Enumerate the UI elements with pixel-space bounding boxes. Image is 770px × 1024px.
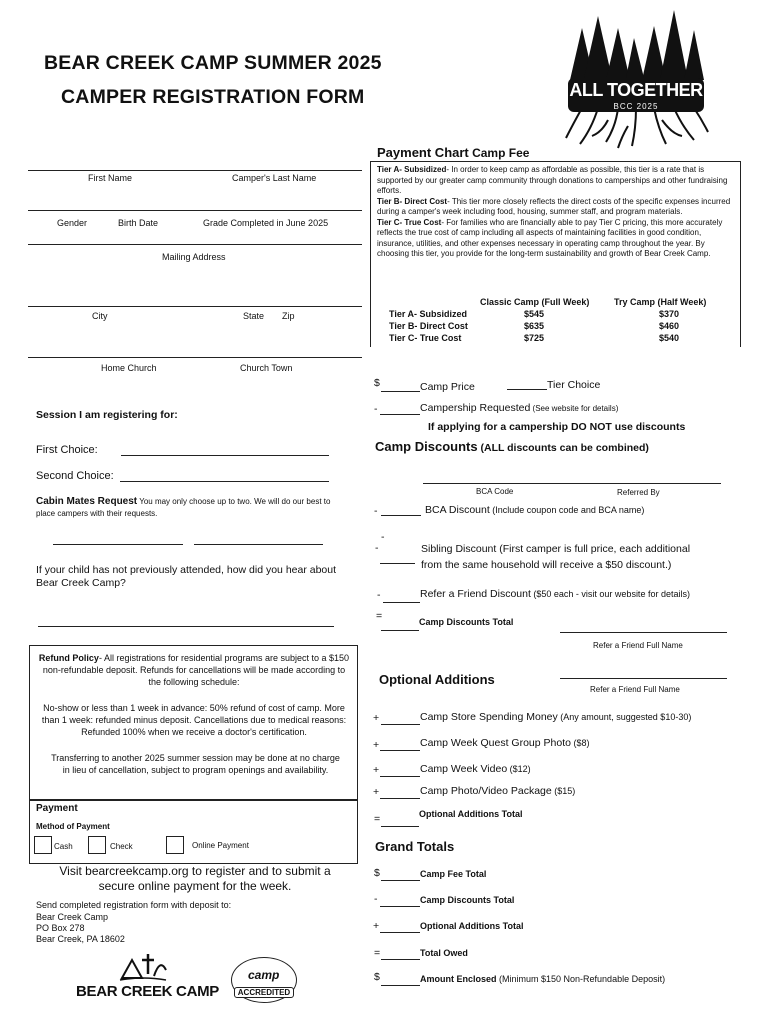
tier-descriptions [377, 165, 737, 260]
all-together-logo [562, 8, 710, 152]
camp-price-input[interactable] [381, 391, 420, 392]
birth-date-label: Birth Date [118, 218, 159, 228]
accredited-banner: ACCREDITED [234, 987, 294, 998]
second-choice-label: Second Choice: [36, 470, 114, 482]
gender-label: Gender [57, 218, 88, 228]
g-owed-symbol: = [374, 947, 381, 959]
tier-b-description: Tier B- Direct Cost- This tier more closely reflects the direct costs of the specific expenses incurred during a camper's week including food, housing, summer staff, and program materials. [377, 196, 731, 216]
discounts-total-symbol: = [376, 610, 383, 622]
sibling-minus-top: - [381, 531, 385, 543]
first-name-line[interactable] [28, 170, 362, 171]
bca-discount-symbol: - [374, 505, 378, 517]
try-camp-header: Try Camp (Half Week) [614, 297, 707, 307]
campership-symbol: - [374, 403, 378, 415]
g-fee-symbol: $ [374, 867, 380, 879]
mailing-address-label: Mailing Address [162, 252, 226, 262]
g-fee-input[interactable] [381, 880, 420, 881]
online-payment-checkbox[interactable] [166, 836, 184, 854]
optional-additions-heading: Optional Additions [379, 672, 495, 687]
sibling-discount-symbol: - [375, 542, 379, 554]
page-title-line2: CAMPER REGISTRATION FORM [61, 86, 365, 108]
first-choice-input[interactable] [121, 455, 329, 456]
tier-choice-label: Tier Choice [547, 379, 601, 391]
store-symbol: + [373, 712, 380, 724]
cabin-mates-title: Cabin Mates Request [36, 496, 138, 507]
discounts-total-input[interactable] [381, 630, 419, 631]
logo-subtext: BCC 2025 [613, 102, 659, 111]
mailing-address-line[interactable] [28, 244, 362, 245]
bca-code-referred-line[interactable] [423, 483, 721, 484]
footer-brand: BEAR CREEK CAMP [76, 983, 220, 1000]
hear-about-input[interactable] [38, 626, 334, 627]
optional-total-label: Optional Additions Total [419, 809, 523, 819]
price-row-c-classic: $725 [524, 333, 545, 343]
g-opt-label: Optional Additions Total [420, 921, 524, 931]
first-name-label: First Name [88, 173, 133, 183]
payment-chart-heading: Payment Chart Camp Fee [377, 145, 530, 160]
g-opt-symbol: + [373, 920, 380, 932]
optional-total-input[interactable] [381, 826, 419, 827]
g-opt-input[interactable] [380, 932, 420, 933]
g-fee-label: Camp Fee Total [420, 869, 487, 879]
mailing-address-2: PO Box 278 [36, 923, 85, 933]
g-enclosed-text: Amount Enclosed (Minimum $150 Non-Refundable Deposit) [420, 974, 666, 984]
campership-text: Campership Requested (See website for details) [420, 402, 619, 414]
online-payment-label: Online Payment [192, 841, 249, 850]
camp-discounts-heading: Camp Discounts (ALL discounts can be combined) [375, 439, 649, 454]
last-name-label: Camper's Last Name [232, 173, 317, 183]
bca-discount-text: BCA Discount (Include coupon code and BCA name) [425, 504, 645, 516]
tier-c-description: Tier C- True Cost- For families who are financially able to pay Tier C pricing, this more accurately reflects the true cost of camp including all aspects of maintaining facilities in good condition, insurance, utilities, and other expenses necessary in operating camp throughout the year. By choosing this tier, you provide for the long-term sustainability and growth of Bear Creek Camp. [377, 217, 723, 258]
zip-label: Zip [282, 311, 295, 321]
classic-camp-header: Classic Camp (Full Week) [480, 297, 590, 307]
cash-checkbox[interactable] [34, 836, 52, 854]
optional-total-symbol: = [374, 813, 381, 825]
price-row-b-try: $460 [659, 321, 680, 331]
aca-accredited-seal [231, 957, 297, 1003]
video-input[interactable] [380, 776, 420, 777]
g-disc-label: Camp Discounts Total [420, 895, 515, 905]
check-label: Check [110, 842, 133, 851]
photo-input[interactable] [380, 750, 420, 751]
package-text: Camp Photo/Video Package ($15) [420, 785, 576, 797]
refund-policy-p2: No-show or less than 1 week in advance: 50% refund of cost of camp. More than 1 week: refunded minus deposit. Cancellations due to medical reasons: Refunded 100% when we receive a doctor's certification. [41, 703, 347, 737]
price-row-a-classic: $545 [524, 309, 545, 319]
camp-price-label: Camp Price [420, 381, 475, 393]
city-line[interactable] [28, 306, 362, 307]
price-row-c-tier: Tier C- True Cost [389, 333, 462, 343]
photo-symbol: + [373, 739, 380, 751]
tier-a-description: Tier A- Subsidized- In order to keep camp as affordable as possible, this tier is a rate that is supported by our greater camp community through donations to camperships and other fundraising efforts. [377, 165, 728, 195]
hear-about-question: If your child has not previously attended, how did you hear about Bear Creek Camp? [36, 564, 337, 589]
send-instructions: Send completed registration form with deposit to: [36, 900, 232, 910]
home-church-line[interactable] [28, 357, 362, 358]
g-owed-label: Total Owed [420, 948, 468, 958]
session-heading: Session I am registering for: [36, 409, 178, 421]
referred-by-label: Referred By [617, 488, 660, 497]
refund-policy-p1: Refund Policy- All registrations for residential programs are subject to a $150 non-refundable deposit. Refunds for cancellations will be made according to the following schedule: [38, 653, 350, 687]
price-row-a-tier: Tier A- Subsidized [389, 309, 468, 319]
g-disc-input[interactable] [380, 906, 420, 907]
g-disc-symbol: - [374, 893, 378, 905]
discounts-total-label: Camp Discounts Total [419, 617, 514, 627]
price-row-b-tier: Tier B- Direct Cost [389, 321, 468, 331]
price-row-a-try: $370 [659, 309, 680, 319]
mailing-address-1: Bear Creek Camp [36, 912, 109, 922]
payment-box [29, 799, 358, 864]
state-label: State [243, 311, 265, 321]
check-checkbox[interactable] [88, 836, 106, 854]
campership-warning: If applying for a campership DO NOT use discounts [428, 421, 686, 433]
sibling-discount-line1: Sibling Discount (First camper is full price, each additional [421, 543, 691, 555]
video-text: Camp Week Video ($12) [420, 763, 531, 775]
store-text: Camp Store Spending Money (Any amount, suggested $10-30) [420, 711, 692, 723]
price-row-b-classic: $635 [524, 321, 545, 331]
second-choice-input[interactable] [120, 481, 329, 482]
method-of-payment-label: Method of Payment [36, 822, 110, 831]
church-town-label: Church Town [240, 363, 293, 373]
mailing-address-3: Bear Creek, PA 18602 [36, 934, 125, 944]
cabin-mate-1-input[interactable] [53, 544, 183, 545]
video-symbol: + [373, 764, 380, 776]
camp-logo-icon [118, 952, 168, 982]
city-label: City [92, 311, 108, 321]
cabin-mates-text [36, 496, 336, 520]
refer-friend-name-2-input[interactable] [560, 678, 727, 679]
refer-friend-name-1-label: Refer a Friend Full Name [593, 641, 683, 650]
refer-friend-input[interactable] [383, 602, 420, 603]
refer-friend-text: Refer a Friend Discount ($50 each - visit our website for details) [420, 588, 690, 600]
cash-label: Cash [54, 842, 73, 851]
bca-code-label: BCA Code [476, 487, 514, 496]
refund-policy-p3: Transferring to another 2025 summer session may be done at no charge in lieu of cancellation, subject to program openings and availability. [51, 753, 340, 775]
payment-title: Payment [36, 803, 78, 814]
page-title-line1: BEAR CREEK CAMP SUMMER 2025 [44, 52, 382, 74]
refer-friend-name-2-label: Refer a Friend Full Name [590, 685, 680, 694]
bca-discount-input[interactable] [381, 515, 421, 516]
camp-price-symbol: $ [374, 377, 380, 389]
sibling-discount-input[interactable] [380, 563, 415, 564]
photo-text: Camp Week Quest Group Photo ($8) [420, 737, 590, 749]
cabin-mate-2-input[interactable] [194, 544, 323, 545]
accredited-seal-word: camp [248, 968, 280, 982]
package-input[interactable] [380, 798, 420, 799]
price-row-c-try: $540 [659, 333, 680, 343]
package-symbol: + [373, 786, 380, 798]
g-enclosed-input[interactable] [381, 985, 420, 986]
g-enclosed-symbol: $ [374, 971, 380, 983]
g-owed-input[interactable] [381, 959, 420, 960]
refer-friend-name-1-input[interactable] [560, 632, 727, 633]
store-input[interactable] [381, 724, 420, 725]
tier-choice-input[interactable] [507, 389, 547, 390]
visit-website-text: Visit bearcreekcamp.org to register and to submit a secure online payment for the week. [59, 864, 331, 893]
refer-friend-symbol: - [377, 589, 381, 601]
grade-label: Grade Completed in June 2025 [203, 218, 329, 228]
cabin-mates-note: You may only choose up to two. We will do our best to place campers with their requests. [36, 497, 331, 518]
grand-totals-heading: Grand Totals [375, 839, 455, 854]
logo-text: ALL TOGETHER [569, 80, 703, 100]
sibling-discount-line2: from the same household will receive a $50 discount.) [421, 559, 672, 571]
gender-birth-line[interactable] [28, 210, 362, 211]
refund-policy-title: Refund Policy [38, 653, 99, 663]
first-choice-label: First Choice: [36, 444, 98, 456]
home-church-label: Home Church [101, 363, 157, 373]
campership-input[interactable] [380, 414, 420, 415]
